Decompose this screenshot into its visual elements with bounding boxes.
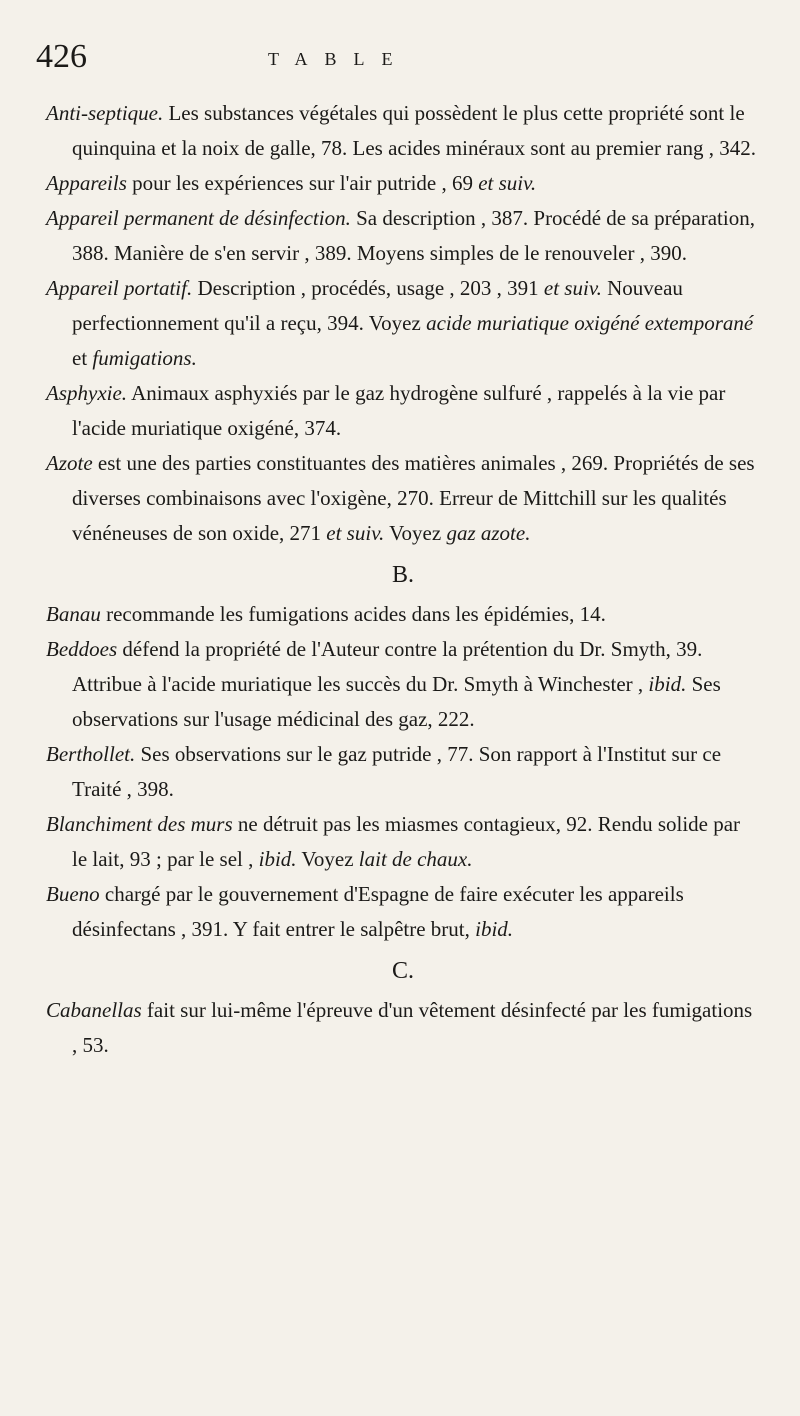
entry-italic-text: ibid. [258,847,297,871]
page-number: 426 [36,38,87,75]
entry-text: chargé par le gouvernement d'Espagne de faire exécuter les appareils désinfectans , 391. Y fait entrer le salpêtre brut, [72,882,684,941]
index-entry [46,166,760,201]
entry-italic-text: ibid. [475,917,514,941]
index-entry [46,271,760,376]
entry-headword: Cabanellas [46,998,142,1022]
entry-text: Ses observations sur l'usage médicinal des gaz, 222. [72,672,721,731]
entry-headword: Anti-septique. [46,101,164,125]
index-content [46,96,760,1063]
entry-text: Les substances végétales qui possèdent le plus cette propriété sont le quinquina et la noix de galle, 78. Les acides minéraux sont au premier rang , 342. [72,101,757,160]
entry-text: Voyez [384,521,447,545]
index-entry [46,201,760,271]
index-entry [46,446,760,551]
section-letter: B. [391,562,414,588]
entry-italic-text: et suiv. [478,171,537,195]
entry-text: et [72,346,93,370]
index-entry [46,376,760,446]
entry-text: Description , procédés, usage , 203 , 391 [192,276,544,300]
index-entry [46,96,760,166]
entry-headword: Appareils [46,171,127,195]
entry-text: Voyez [296,847,359,871]
entry-headword: Appareil portatif. [46,276,193,300]
entry-italic-text: ibid. [648,672,687,696]
entry-text: pour les expériences sur l'air putride , 69 [126,171,479,195]
entry-text: Ses observations sur le gaz putride , 77. Son rapport à l'Institut sur ce Traité , 398. [72,742,722,801]
index-entry [46,632,760,737]
entry-headword: Blanchiment des murs [46,812,233,836]
index-entry [46,807,760,877]
entry-headword: Banau [46,602,101,626]
entry-italic-text: acide muriatique oxigéné extemporané [426,311,754,335]
entry-text: Animaux asphyxiés par le gaz hydrogène sulfuré , rappelés à la vie par l'acide muriatique oxigéné, 374. [72,381,726,440]
entry-headword: Asphyxie. [46,381,128,405]
page-header [36,40,736,100]
entry-text: ne détruit pas les miasmes contagieux, 92. Rendu solide par le lait, 93 ; par le sel , [72,812,741,871]
entry-italic-text: gaz azote. [446,521,531,545]
entry-headword: Bueno [46,882,100,906]
entry-text: défend la propriété de l'Auteur contre la prétention du Dr. Smyth, 39. Attribue à l'acide muriatique les succès du Dr. Smyth à Winchester , [72,637,703,696]
entry-text: fait sur lui-même l'épreuve d'un vêtement désinfecté par les fumigations , 53. [72,998,753,1057]
entry-headword: Berthollet. [46,742,136,766]
entry-text: est une des parties constituantes des matières animales , 269. Propriétés de ses diverses combinaisons avec l'oxigène, 270. Erreur de Mittchill sur les qualités vénéneuses de son oxide, 271 [72,451,755,545]
running-title: TABLE [268,49,410,69]
index-entry [46,737,760,807]
entry-headword: Azote [46,451,93,475]
section-letter: C. [391,958,414,984]
entry-headword: Beddoes [46,637,118,661]
entry-italic-text: lait de chaux. [358,847,473,871]
entry-italic-text: fumigations. [92,346,197,370]
index-entry [46,597,760,632]
entry-headword: Appareil permanent de désinfection. [46,206,351,230]
entry-italic-text: et suiv. [326,521,385,545]
index-entry [46,877,760,947]
entry-text: Sa description , 387. Procédé de sa préparation, 388. Manière de s'en servir , 389. Moyens simples de le renouveler , 390. [72,206,755,265]
entry-text: Nouveau perfectionnement qu'il a reçu, 394. Voyez [72,276,683,335]
index-entry [46,993,760,1063]
entry-italic-text: et suiv. [543,276,602,300]
entry-text: recommande les fumigations acides dans les épidémies, 14. [100,602,606,626]
